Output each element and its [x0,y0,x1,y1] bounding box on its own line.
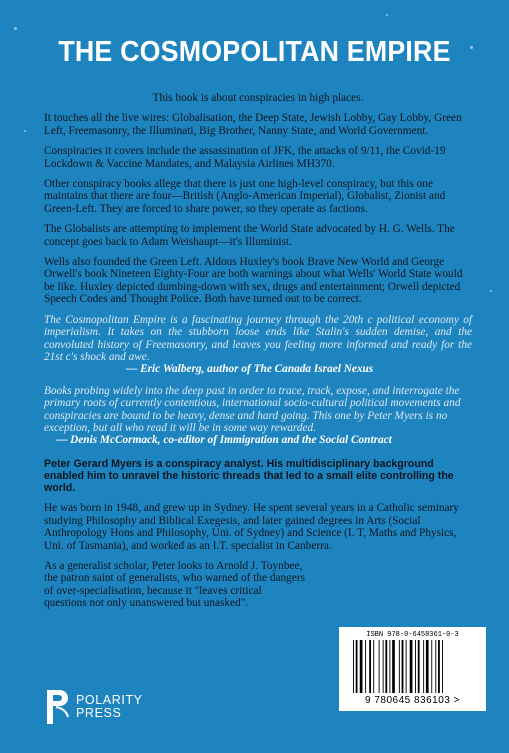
paragraph: It touches all the live wires: Globalisation, the Deep State, Jewish Lobby, Gay Lobby, Green Left, Freemasonry, the Illuminati, Big Brother, Nanny State, and World Government. [44,112,462,137]
paragraph: Wells also founded the Green Left. Aldous Huxley's book Brave New World and George Orwell's book Nineteen Eighty-Four are both warnings about what Wells' World State would be like. Huxley depicted dumbing-down with sex, drugs and entertainment; Orwell depicted Speech Codes and Thought Police. Both have turned out to be correct. [44,256,463,306]
quote-text: Books probing widely into the deep past in order to trace, track, expose, and interrogate the primary roots of currently contentious, international socio-cultural political movements and conspiracies are bound to be heavy, dense and hard going. This one by Peter Myers is no exception, but all who read it will be in some way rewarded. [44,384,461,434]
review-quote [44,385,472,447]
speck [14,27,17,30]
author-summary: Peter Gerard Myers is a conspiracy analyst. His multidisciplinary background enabled him to unravel the historic threads that led to a small elite controlling the world. [44,457,454,495]
book-title: THE COSMOPOLITAN EMPIRE [58,36,451,68]
intro-line: This book is about conspiracies in high places. [152,92,364,104]
paragraph: Conspiracies it covers include the assassination of JFK, the attacks of 9/11, the Covid-19 Lockdown & Vaccine Mandates, and Malaysia Airlines MH370. [44,145,446,170]
barcode-digits: 9 780645 836103 > [365,695,460,706]
author-bio: He was born in 1948, and grew up in Sydney. He spent several years in a Catholic seminary studying Philosophy and Biblical Exegesis, and later gained degrees in Arts (Social Anthropology Hons and Philosophy, Uni. of Sydney) and Science (I. T, Maths and Physics, Uni. of Tasmania), and worked as an I.T. specialist in Canberra. [44,502,459,552]
speck [24,130,26,132]
quote-text: The Cosmopolitan Empire is a fascinating journey through the 20th c political economy of imperialism. It takes on the stubborn loose ends like Stalin's sudden demise, and the convoluted history of Freemasonry, and leaves you feeling more informed and ready for the 21st c's shock and awe. [44,313,472,363]
paragraph: The Globalists are attempting to implement the World State advocated by H. G. Wells. The concept goes back to Adam Weishaupt—it's Illuminist. [44,223,455,248]
quote-attribution: — Eric Walberg, author of The Canada Israel Nexus [126,363,374,376]
paragraph: Other conspiracy books allege that there is just one high-level conspiracy, but this one maintains that there are four—British (Anglo-American Imperial), Globalist, Zionist and Green-Left. They are forced to share power, so they operate as factions. [44,178,446,215]
publisher-name [76,694,143,720]
polarity-logo-icon [44,687,72,727]
publisher-line: PRESS [76,706,122,720]
speck [490,290,492,292]
review-quote [44,314,472,376]
blurb [44,92,472,618]
speck [386,14,388,16]
barcode [339,627,486,711]
publisher-line: POLARITY [76,693,143,707]
closing-paragraph: As a generalist scholar, Peter looks to Arnold J. Toynbee, the patron saint of generalists, who warned of the dangers of over-specialisation, because it "leaves critical questions not only unanswered but unasked". [44,559,306,610]
isbn-text: ISBN 978-0-6458361-0-3 [366,631,459,639]
barcode-bars [353,640,473,693]
publisher-logo [44,687,154,727]
quote-attribution: — Denis McCormack, co-editor of Immigration and the Social Contract [56,434,392,447]
